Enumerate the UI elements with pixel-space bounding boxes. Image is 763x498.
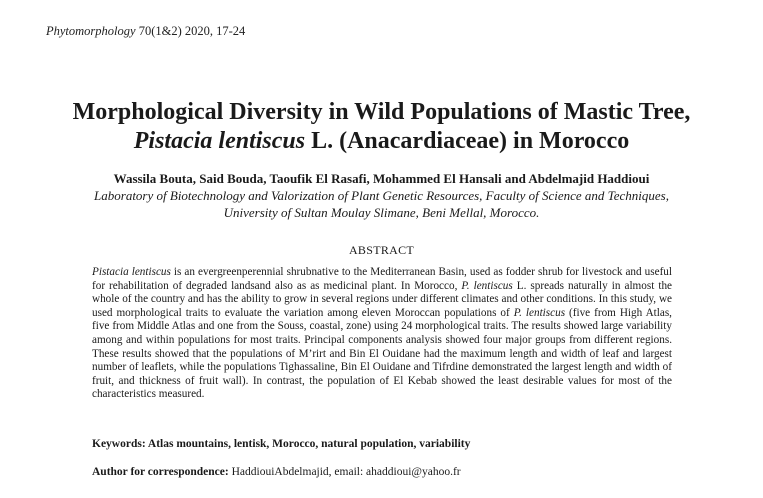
correspondence (92, 466, 692, 478)
correspondence-text: HaddiouiAbdelmajid, email: ahaddioui@yahoo.fr (228, 466, 461, 478)
abstract-species-2: P. lentiscus (461, 279, 513, 292)
abstract-text (92, 266, 672, 402)
keywords: Keywords: Atlas mountains, lentisk, Morocco, natural population, variability (92, 438, 471, 450)
affiliation-line-1: Laboratory of Biotechnology and Valorization of Plant Genetic Resources, Faculty of Science and Techniques, (94, 188, 669, 203)
title-line-2-rest: L. (Anacardiaceae) in Morocco (305, 128, 630, 154)
author-list: Wassila Bouta, Said Bouda, Taoufik El Rasafi, Mohammed El Hansali and Abdelmajid Haddioui (113, 171, 650, 186)
abstract-part-2: L. spreads naturally in almost the whole of the country and has the ability to grow in several regions under different climates and other conditions. In this study, we used morphological traits to evaluate the variation among eleven Moroccan populations of (92, 279, 673, 319)
affiliation (0, 188, 763, 221)
abstract-heading: ABSTRACT (348, 243, 415, 257)
abstract-species-3: P. lentiscus (513, 306, 566, 319)
abstract-species-1: Pistacia lentiscus (92, 266, 171, 278)
journal-name: Phytomorphology (46, 24, 136, 38)
affiliation-line-2: University of Sultan Moulay Slimane, Beni Mellal, Morocco. (223, 204, 540, 220)
correspondence-label: Author for correspondence: (92, 466, 229, 478)
abstract-part-1: is an evergreenperennial shrubnative to the Mediterranean Basin, used as fodder shrub for livestock and useful for rehabilitation of degraded landsand also as as medicinal plant. In Morocco, (92, 266, 672, 292)
journal-volume-pages: 70(1&2) 2020, 17-24 (135, 24, 246, 38)
abstract-part-3: (five from High Atlas, five from Middle Atlas and one from the Souss, coastal, zone) using 24 morphological traits. The results showed large variability among and within populations for most traits. Principal components analysis showed four major groups from different regions. These results showed that the populations of M’rirt and Bin El Ouidane had the maximum length and width of leaf and largest number of leaflets, while the populations Tighassaline, Bin El Ouidane and Tifrdine demonstrated the largest length and width of fruit, and thickness of fruit wall). In contrast, the population of El Kebab showed the least desirable values for most of the characteristics measured. (92, 306, 672, 401)
title-species-name: Pistacia lentiscus (133, 128, 306, 154)
paper-title (0, 98, 763, 156)
title-line-1: Morphological Diversity in Wild Populations of Mastic Tree, (72, 99, 691, 125)
journal-citation (46, 24, 245, 39)
title-line-2 (0, 127, 763, 156)
